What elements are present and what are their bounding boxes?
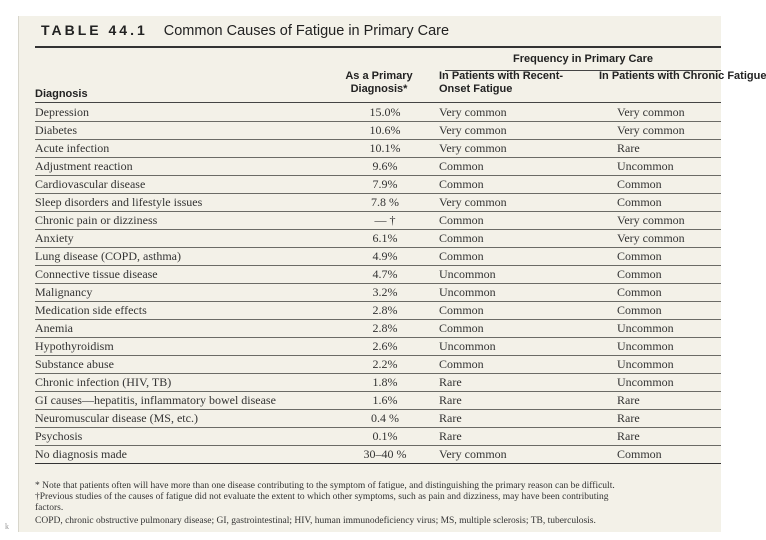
- table-row: [35, 338, 721, 356]
- cell-recent-onset: Common: [439, 321, 484, 335]
- table-row: [35, 446, 721, 464]
- table-row: [35, 158, 721, 176]
- table-number: TABLE 44.1: [41, 22, 148, 38]
- cell-primary: 3.2%: [372, 285, 398, 299]
- cell-recent-onset: Common: [439, 231, 484, 245]
- cell-primary: 6.1%: [372, 231, 398, 245]
- cell-diagnosis: Depression: [35, 105, 89, 119]
- table-body: [35, 104, 721, 464]
- cell-chronic: Rare: [617, 141, 640, 155]
- cell-primary: 2.2%: [372, 357, 398, 371]
- table-row: [35, 176, 721, 194]
- cell-primary: 9.6%: [372, 159, 398, 173]
- cell-recent-onset: Uncommon: [439, 285, 496, 299]
- cell-diagnosis: Medication side effects: [35, 303, 147, 317]
- cell-recent-onset: Very common: [439, 447, 507, 461]
- cell-diagnosis: Diabetes: [35, 123, 77, 137]
- cell-recent-onset: Common: [439, 159, 484, 173]
- cell-chronic: Rare: [617, 411, 640, 425]
- cell-recent-onset: Rare: [439, 375, 462, 389]
- cell-diagnosis: Anxiety: [35, 231, 74, 245]
- cell-primary: 2.8%: [372, 303, 398, 317]
- cell-primary: 0.4 %: [371, 411, 399, 425]
- cell-recent-onset: Rare: [439, 393, 462, 407]
- cell-recent-onset: Common: [439, 213, 484, 227]
- table-row: [35, 230, 721, 248]
- cell-recent-onset: Very common: [439, 105, 507, 119]
- cell-diagnosis: Malignancy: [35, 285, 93, 299]
- cell-diagnosis: Acute infection: [35, 141, 110, 155]
- cell-chronic: Common: [617, 303, 662, 317]
- cell-primary: 10.1%: [369, 141, 401, 155]
- cell-recent-onset: Very common: [439, 141, 507, 155]
- table-row: [35, 410, 721, 428]
- cell-diagnosis: Anemia: [35, 321, 73, 335]
- cell-diagnosis: Neuromuscular disease (MS, etc.): [35, 411, 198, 425]
- table-row: [35, 284, 721, 302]
- table-row: [35, 104, 721, 122]
- cell-recent-onset: Rare: [439, 411, 462, 425]
- cell-chronic: Rare: [617, 393, 640, 407]
- table-row: [35, 392, 721, 410]
- cell-primary: 4.7%: [372, 267, 398, 281]
- cell-primary: 1.8%: [372, 375, 398, 389]
- table-row: [35, 266, 721, 284]
- cell-primary: 1.6%: [372, 393, 398, 407]
- table-row: [35, 140, 721, 158]
- cell-recent-onset: Uncommon: [439, 267, 496, 281]
- cell-diagnosis: Chronic infection (HIV, TB): [35, 375, 172, 389]
- cell-chronic: Uncommon: [617, 339, 674, 353]
- column-header-diagnosis: Diagnosis: [35, 88, 88, 100]
- cell-recent-onset: Common: [439, 177, 484, 191]
- page-mark: k: [5, 522, 9, 531]
- cell-chronic: Very common: [617, 213, 685, 227]
- table-title: Common Causes of Fatigue in Primary Care: [163, 23, 450, 39]
- table-row: [35, 122, 721, 140]
- cell-diagnosis: Hypothyroidism: [35, 339, 114, 353]
- cell-diagnosis: No diagnosis made: [35, 447, 127, 461]
- cell-chronic: Uncommon: [617, 375, 674, 389]
- cell-primary: 0.1%: [372, 429, 398, 443]
- cell-chronic: Very common: [617, 231, 685, 245]
- table-row: [35, 248, 721, 266]
- table-row: [35, 302, 721, 320]
- column-header-recent-onset: In Patients with Recent-Onset Fatigue: [439, 70, 564, 95]
- footnote-asterisk: * Note that patients often will have more than one disease contributing to the symptom of fatigue, and distinguishing the primary reason can be difficult.: [35, 481, 615, 491]
- cell-primary: 7.8 %: [371, 195, 399, 209]
- cell-primary: 7.9%: [372, 177, 398, 191]
- cell-primary: 15.0%: [369, 105, 401, 119]
- footnote-dagger-cont: factors.: [35, 503, 64, 513]
- cell-chronic: Common: [617, 285, 662, 299]
- cell-diagnosis: Cardiovascular disease: [35, 177, 146, 191]
- table-row: [35, 212, 721, 230]
- cell-primary: 30–40 %: [363, 447, 407, 461]
- cell-recent-onset: Very common: [439, 195, 507, 209]
- cell-recent-onset: Very common: [439, 123, 507, 137]
- cell-primary: 10.6%: [369, 123, 401, 137]
- table-row: [35, 356, 721, 374]
- cell-primary: 2.6%: [372, 339, 398, 353]
- cell-primary: 2.8%: [372, 321, 398, 335]
- cell-chronic: Uncommon: [617, 321, 674, 335]
- column-header-chronic: In Patients with Chronic Fatigue: [599, 70, 766, 82]
- cell-chronic: Rare: [617, 429, 640, 443]
- cell-chronic: Very common: [617, 123, 685, 137]
- cell-recent-onset: Rare: [439, 429, 462, 443]
- cell-diagnosis: Lung disease (COPD, asthma): [35, 249, 181, 263]
- cell-chronic: Uncommon: [617, 159, 674, 173]
- frequency-group-header: Frequency in Primary Care: [512, 53, 653, 65]
- cell-primary: — †: [374, 213, 396, 227]
- table-row: [35, 428, 721, 446]
- cell-chronic: Very common: [617, 105, 685, 119]
- cell-recent-onset: Uncommon: [439, 339, 496, 353]
- cell-chronic: Common: [617, 447, 662, 461]
- table-row: [35, 194, 721, 212]
- cell-recent-onset: Common: [439, 303, 484, 317]
- cell-primary: 4.9%: [372, 249, 398, 263]
- cell-diagnosis: Substance abuse: [35, 357, 114, 371]
- footnote-dagger: †Previous studies of the causes of fatigue did not evaluate the extent to which other symptoms, such as pain and dizziness, may have been contributing: [35, 492, 609, 502]
- cell-chronic: Common: [617, 195, 662, 209]
- cell-diagnosis: Connective tissue disease: [35, 267, 158, 281]
- cell-diagnosis: Sleep disorders and lifestyle issues: [35, 195, 203, 209]
- header-rule: [35, 102, 721, 103]
- cell-recent-onset: Common: [439, 249, 484, 263]
- cell-chronic: Common: [617, 249, 662, 263]
- cell-recent-onset: Common: [439, 357, 484, 371]
- cell-chronic: Common: [617, 267, 662, 281]
- table-row: [35, 320, 721, 338]
- cell-diagnosis: Chronic pain or dizziness: [35, 213, 158, 227]
- cell-diagnosis: GI causes—hepatitis, inflammatory bowel disease: [35, 393, 276, 407]
- column-header-primary: As a Primary Diagnosis*: [345, 70, 413, 95]
- cell-chronic: Uncommon: [617, 357, 674, 371]
- top-rule: [35, 46, 721, 48]
- cell-chronic: Common: [617, 177, 662, 191]
- cell-diagnosis: Adjustment reaction: [35, 159, 133, 173]
- table-row: [35, 374, 721, 392]
- cell-diagnosis: Psychosis: [35, 429, 83, 443]
- scanned-page: [18, 16, 766, 532]
- footnote-abbreviations: COPD, chronic obstructive pulmonary disease; GI, gastrointestinal; HIV, human immunodeficiency virus; MS, multiple sclerosis; TB, tuberculosis.: [35, 516, 596, 526]
